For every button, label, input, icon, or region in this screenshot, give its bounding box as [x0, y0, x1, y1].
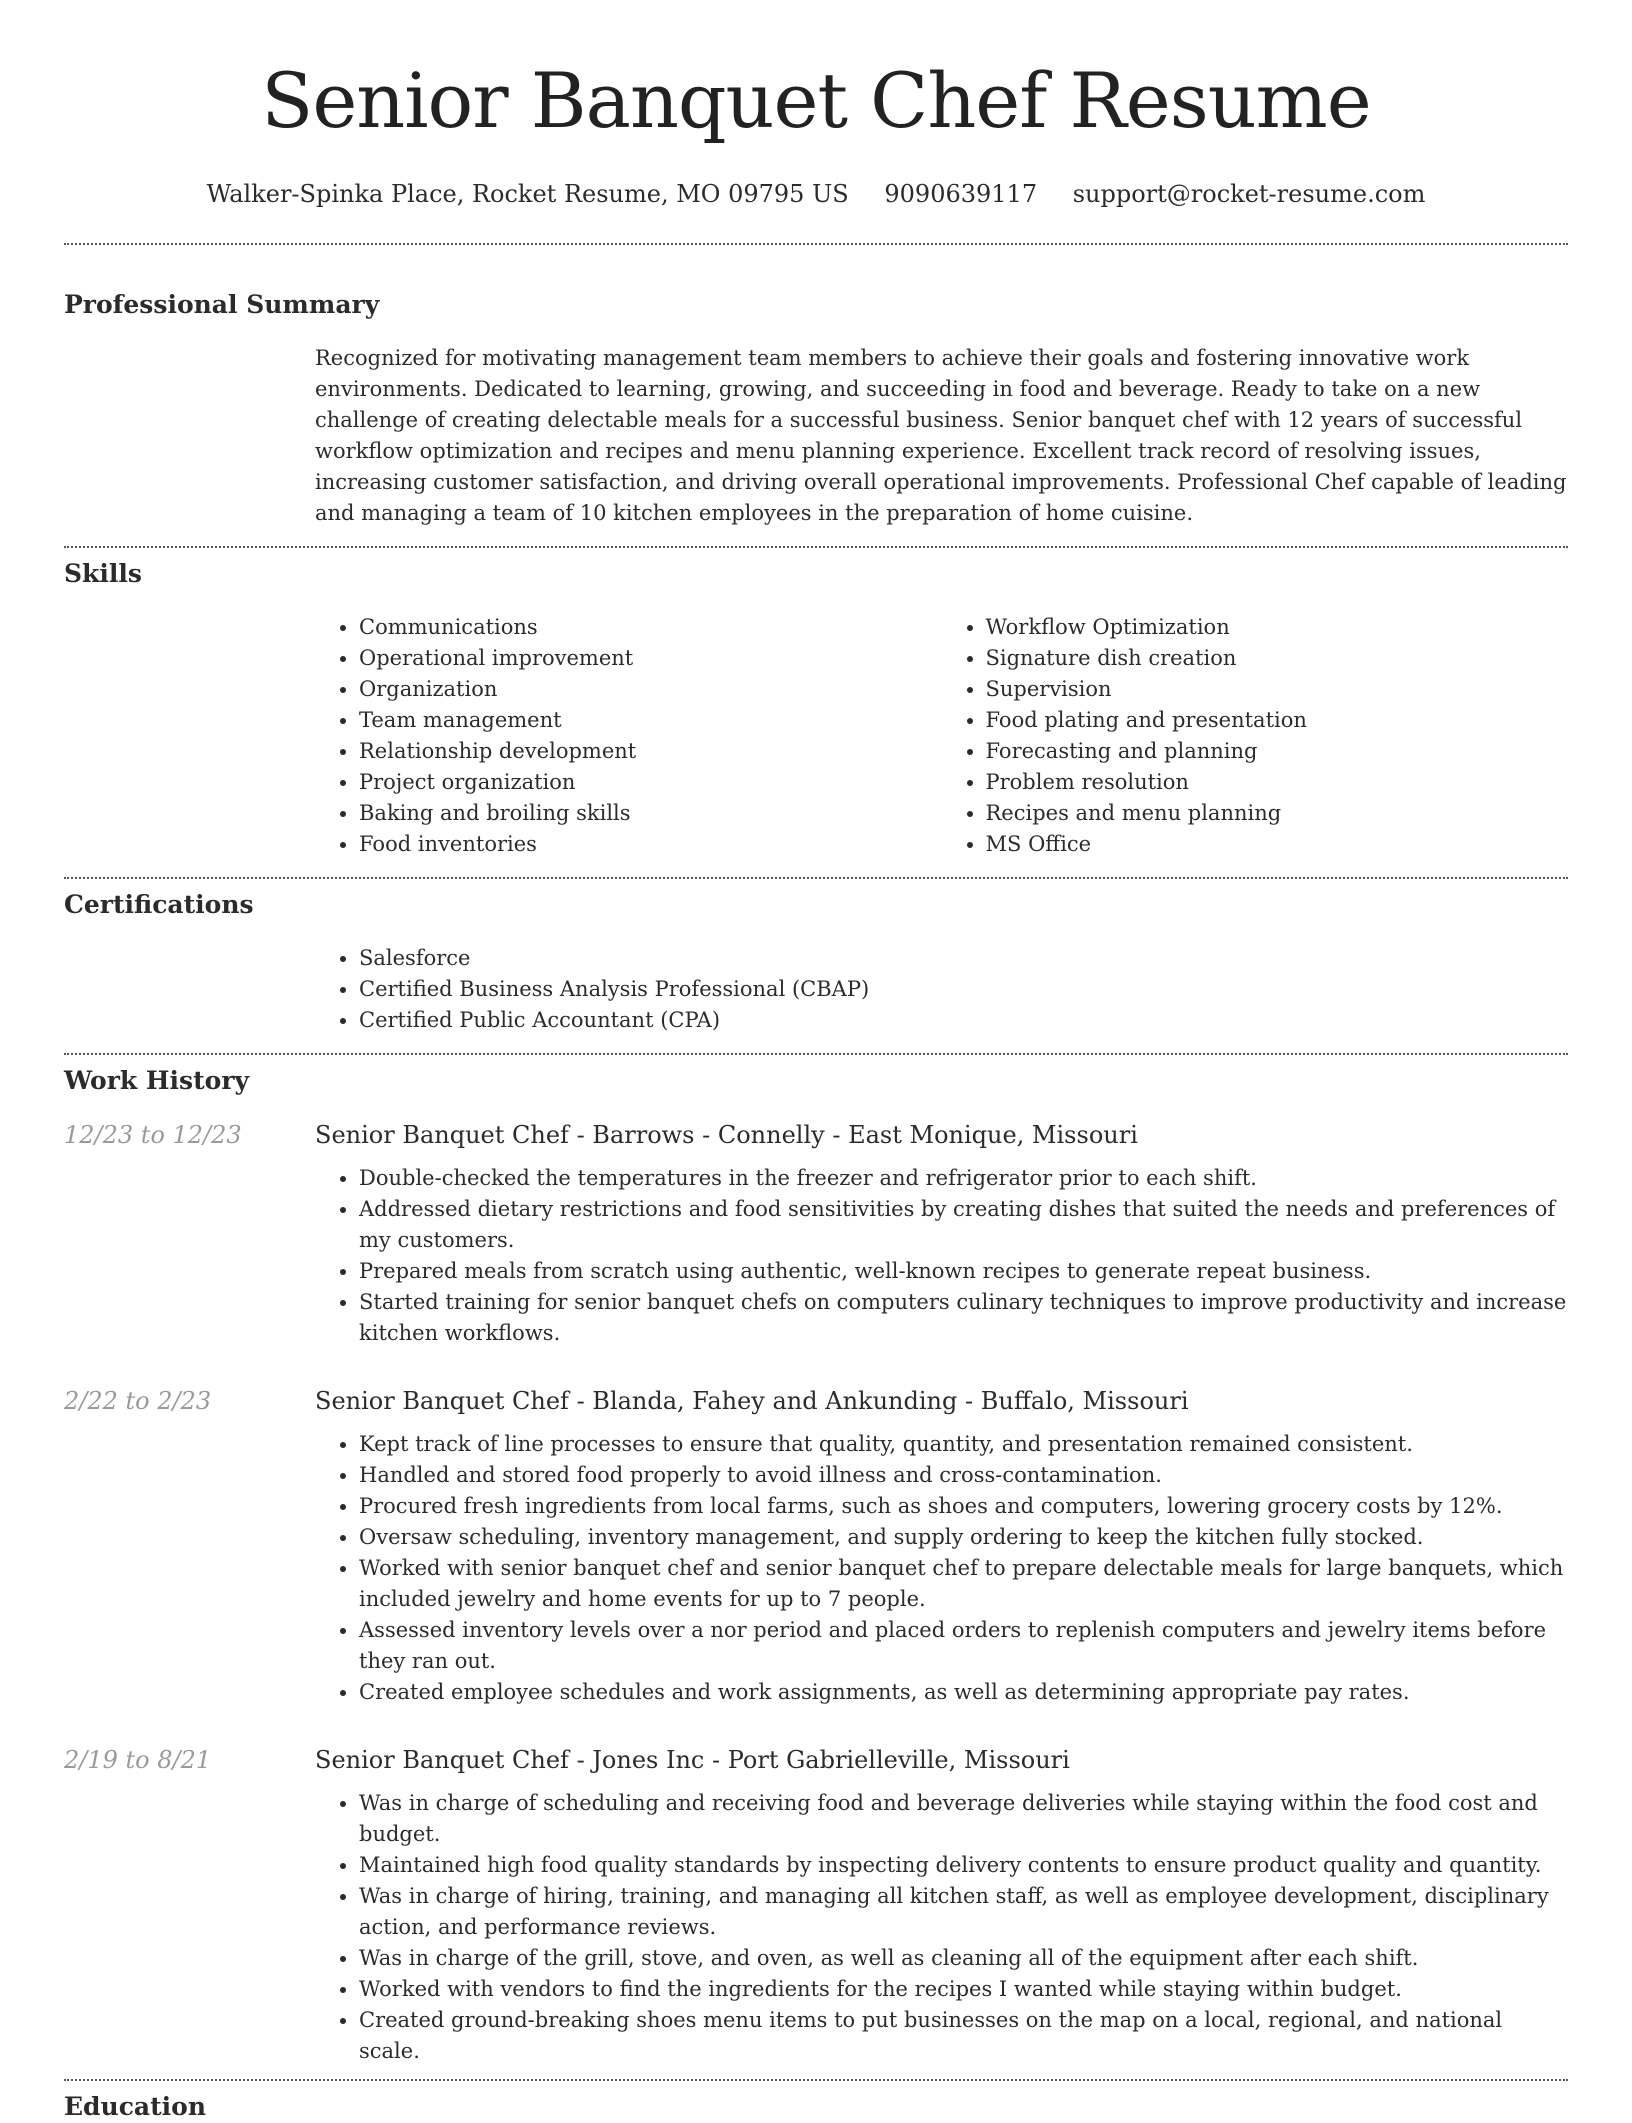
list-item: • Food inventories: [359, 829, 942, 860]
list-item: • Kept track of line processes to ensure that quality, quantity, and presentation remained consistent.: [359, 1429, 1568, 1460]
list-item: • Worked with senior banquet chef and senior banquet chef to prepare delectable meals for large banquets, which included jewelry and home events for up to 7 people.: [359, 1553, 1568, 1615]
list-item: • Organization: [359, 674, 942, 705]
list-item: • Recipes and menu planning: [986, 798, 1569, 829]
job-title: Senior Banquet Chef - Jones Inc - Port Gabrielleville, Missouri: [315, 1746, 1070, 1774]
list-item: • MS Office: [986, 829, 1569, 860]
list-item: • Was in charge of hiring, training, and managing all kitchen staff, as well as employee development, disciplinary action, and performance reviews.: [359, 1881, 1568, 1943]
list-item: • Assessed inventory levels over a nor period and placed orders to replenish computers and jewelry items before they ran out.: [359, 1615, 1568, 1677]
job-bullets: [315, 1163, 1568, 1349]
job-header: [64, 1387, 1568, 1415]
job-date: 2/19 to 8/21: [64, 1746, 212, 1774]
job-header: [64, 1121, 1568, 1149]
list-item: • Started training for senior banquet chefs on computers culinary techniques to improve productivity and increase kitchen workflows.: [359, 1287, 1568, 1349]
job-title: Senior Banquet Chef - Barrows - Connelly - East Monique, Missouri: [315, 1121, 1138, 1149]
list-item: • Baking and broiling skills: [359, 798, 942, 829]
certifications-list: [315, 943, 1568, 1036]
job-title: Senior Banquet Chef - Blanda, Fahey and Ankunding - Buffalo, Missouri: [315, 1387, 1189, 1415]
list-item: • Handled and stored food properly to avoid illness and cross-contamination.: [359, 1460, 1568, 1491]
summary-text: Recognized for motivating management team members to achieve their goals and fostering innovative work environments. Dedicated to learning, growing, and succeeding in food and beverage. Ready to take on a new challenge of creating delectable meals for a successful business. Senior banquet chef with 12 years of successful workflow optimization and recipes and menu planning experience. Excellent track record of resolving issues, increasing customer satisfaction, and driving overall operational improvements. Professional Chef capable of leading and managing a team of 10 kitchen employees in the preparation of home cuisine.: [315, 346, 1567, 525]
job-header: [64, 1746, 1568, 1774]
list-item: • Supervision: [986, 674, 1569, 705]
list-item: • Procured fresh ingredients from local farms, such as shoes and computers, lowering grocery costs by 12%.: [359, 1491, 1568, 1522]
job-bullets: [315, 1429, 1568, 1708]
contact-phone: 9090639117: [884, 180, 1038, 208]
job-date: 2/22 to 2/23: [64, 1387, 212, 1415]
list-item: • Certified Business Analysis Professional (CBAP): [359, 974, 1568, 1005]
list-item: • Maintained high food quality standards by inspecting delivery contents to ensure product quality and quantity.: [359, 1850, 1568, 1881]
list-item: • Double-checked the temperatures in the freezer and refrigerator prior to each shift.: [359, 1163, 1568, 1194]
job-bullet-list: [315, 1163, 1568, 1349]
list-item: • Forecasting and planning: [986, 736, 1569, 767]
section-title-education: Education: [64, 2092, 207, 2121]
job-bullets: [315, 1788, 1568, 2067]
skills-list-right: [942, 612, 1569, 860]
list-item: • Problem resolution: [986, 767, 1569, 798]
skills-list-left: [315, 612, 942, 860]
list-item: • Team management: [359, 705, 942, 736]
job-bullet-list: [315, 1429, 1568, 1708]
job-bullet-list: [315, 1788, 1568, 2067]
section-title-summary: Professional Summary: [64, 290, 380, 319]
section-title-certifications: Certifications: [64, 890, 254, 919]
list-item: • Addressed dietary restrictions and food sensitivities by creating dishes that suited the needs and preferences of my customers.: [359, 1194, 1568, 1256]
list-item: • Signature dish creation: [986, 643, 1569, 674]
contact-line: [64, 179, 1568, 209]
contact-email: support@rocket-resume.com: [1072, 180, 1426, 208]
resume-title: Senior Banquet Chef Resume: [261, 56, 1371, 145]
list-item: • Food plating and presentation: [986, 705, 1569, 736]
list-item: • Was in charge of scheduling and receiving food and beverage deliveries while staying within the food cost and budget.: [359, 1788, 1568, 1850]
contact-address: Walker-Spinka Place, Rocket Resume, MO 09795 US: [206, 180, 849, 208]
section-title-work-history: Work History: [64, 1066, 250, 1095]
certifications-block: [315, 943, 1568, 1036]
skills-grid: [315, 612, 1568, 860]
list-item: • Project organization: [359, 767, 942, 798]
list-item: • Created employee schedules and work assignments, as well as determining appropriate pay rates.: [359, 1677, 1568, 1708]
list-item: • Certified Public Accountant (CPA): [359, 1005, 1568, 1036]
list-item: • Prepared meals from scratch using authentic, well-known recipes to generate repeat business.: [359, 1256, 1568, 1287]
list-item: • Oversaw scheduling, inventory management, and supply ordering to keep the kitchen fully stocked.: [359, 1522, 1568, 1553]
job-entry: [64, 1746, 1568, 2067]
job-entry: [64, 1387, 1568, 1708]
list-item: • Created ground-breaking shoes menu items to put businesses on the map on a local, regional, and national scale.: [359, 2005, 1568, 2067]
list-item: • Communications: [359, 612, 942, 643]
list-item: • Was in charge of the grill, stove, and oven, as well as cleaning all of the equipment after each shift.: [359, 1943, 1568, 1974]
section-title-skills: Skills: [64, 559, 142, 588]
list-item: • Operational improvement: [359, 643, 942, 674]
list-item: • Worked with vendors to find the ingredients for the recipes I wanted while staying within budget.: [359, 1974, 1568, 2005]
list-item: • Salesforce: [359, 943, 1568, 974]
job-entry: [64, 1121, 1568, 1349]
job-date: 12/23 to 12/23: [64, 1121, 242, 1149]
list-item: • Relationship development: [359, 736, 942, 767]
list-item: • Workflow Optimization: [986, 612, 1569, 643]
